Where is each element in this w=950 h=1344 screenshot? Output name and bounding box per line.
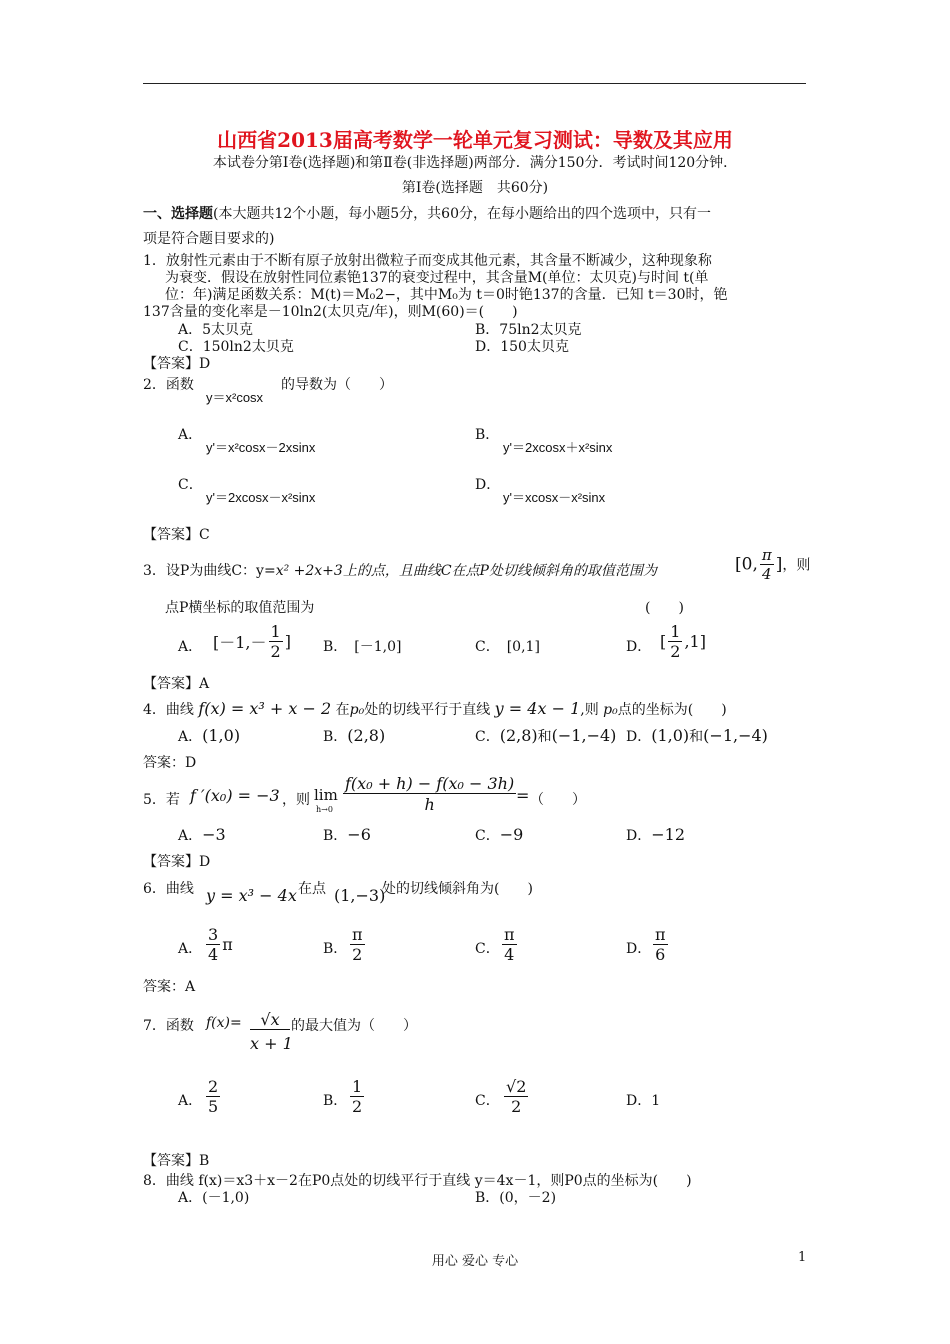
q2-stem-a: 2．函数	[143, 377, 194, 393]
q5-option-d	[626, 825, 685, 845]
q5-numerator: f(x₀ + h) − f(x₀ − 3h)	[345, 774, 515, 793]
q5-answer: 【答案】D	[143, 854, 211, 870]
q5-fraction	[343, 774, 516, 814]
q3-range-post: ]	[775, 554, 783, 575]
q3-stem-b: x² +2x+3上的点，且曲线C在点P处切线倾斜角的取值范围为	[275, 563, 657, 579]
q3-option-d-fraction	[668, 622, 682, 661]
page-title: 山西省2013届高考数学一轮单元复习测试：导数及其应用	[217, 128, 733, 152]
q7-option-a-num: 2	[208, 1077, 219, 1096]
q4-label-a: A．	[178, 729, 203, 745]
q3-option-d-den: 2	[670, 642, 681, 661]
q5-label-a: A．	[178, 828, 203, 844]
q3-option-c	[475, 636, 540, 656]
q6-option-d-num: π	[655, 925, 666, 944]
q5-option-b	[323, 825, 371, 845]
q5-stem-b: ，则	[282, 792, 310, 808]
q2-label-c: C．	[178, 477, 203, 493]
q3-label-c: C．	[475, 639, 493, 655]
q3-stem-c: ，则	[782, 557, 811, 574]
q4-option-c-text2: (−1,−4)	[551, 726, 617, 745]
q7-numerator: √x	[260, 1010, 280, 1029]
q5-option-a	[178, 825, 226, 845]
q3-option-a-den: 2	[270, 642, 281, 661]
q1-option-b: B．75ln2太贝克	[475, 322, 582, 338]
q7-option-b-num: 1	[352, 1077, 363, 1096]
q3-option-b-text: [－1,0]	[354, 639, 402, 655]
q1-option-d: D．150太贝克	[475, 339, 569, 355]
q6-option-a-num: 3	[208, 925, 219, 944]
q2-option-c: y'＝2xcosx－x²sinx	[206, 490, 316, 505]
part1-heading: 第Ⅰ卷(选择题 共60分)	[401, 180, 549, 196]
q3-option-a-num: 1	[270, 622, 281, 641]
q4-function: f(x) = x³ + x − 2	[198, 699, 332, 718]
q3-option-d-post: ,1]	[684, 632, 706, 651]
section1-desc: (本大题共12个小题，每小题5分，共60分，在每小题给出的四个选项中，只有一	[213, 206, 711, 222]
q4-line-eq: y = 4x − 1	[494, 699, 581, 718]
q7-label-d: D．	[626, 1093, 652, 1109]
page-number: 1	[798, 1250, 807, 1265]
q6-option-a	[204, 925, 233, 964]
q3-option-d	[660, 622, 706, 661]
q7-denominator: x + 1	[250, 1029, 290, 1053]
q5-option-c	[475, 825, 523, 845]
q3-line1	[143, 560, 657, 580]
q7-label-a: A．	[178, 1093, 203, 1109]
q6-option-b-num: π	[352, 925, 363, 944]
q6-stem-a: 6．曲线	[143, 881, 194, 897]
q3-option-a-fraction	[269, 622, 283, 661]
q3-option-d-pre: [	[660, 632, 667, 651]
q4-p0: p₀	[349, 702, 365, 718]
q6-option-b-fraction	[350, 925, 365, 964]
q4-option-c-text: (2,8)	[499, 726, 538, 745]
q5-equals: =	[516, 786, 530, 805]
q2-option-a: y'＝x²cosx－2xsinx	[206, 440, 316, 455]
q2-label-b: B．	[475, 427, 500, 443]
q7-option-b-den: 2	[352, 1097, 363, 1116]
q8-option-a: A．(－1,0)	[178, 1190, 250, 1206]
q3-label-d: D．	[626, 639, 652, 655]
q3-line2: 点P横坐标的取值范围为	[165, 600, 315, 616]
q7-option-b	[348, 1077, 366, 1116]
q4-stem-b: 在	[335, 702, 350, 718]
page-footer: 用心 爱心 专心	[431, 1254, 519, 1269]
q4-stem-d: ,则	[580, 702, 599, 718]
q3-range	[735, 546, 810, 583]
q7-option-c-fraction	[504, 1077, 528, 1116]
q4-option-a-text: (1,0)	[202, 726, 241, 745]
q6-label-d: D．	[626, 941, 652, 957]
q6-option-a-den: 4	[208, 945, 219, 964]
q3-range-den: 4	[760, 564, 774, 583]
q4-option-c	[475, 726, 616, 746]
q4-option-d-and: 和	[689, 729, 704, 745]
q2-option-d: y'＝xcosx－x²sinx	[503, 490, 606, 505]
q1-answer: 【答案】D	[143, 356, 211, 372]
q6-answer: 答案：A	[143, 979, 196, 995]
exam-intro: 本试卷分第Ⅰ卷(选择题)和第Ⅱ卷(非选择题)两部分．满分150分．考试时间120分钟．	[212, 155, 738, 171]
q1-option-a: A．5太贝克	[178, 322, 254, 338]
q2-answer: 【答案】C	[143, 527, 210, 543]
q3-range-pre: [0,	[735, 554, 758, 575]
q5-label-b: B．	[323, 828, 348, 844]
q7-option-c	[502, 1077, 530, 1116]
q3-range-num: π	[761, 546, 772, 564]
q6-stem-b: 在点	[298, 881, 326, 897]
q5-paren: （ ）	[530, 792, 586, 808]
q2-function: y＝x²cosx	[206, 390, 264, 405]
q7-option-b-fraction	[350, 1077, 364, 1116]
q6-option-a-fraction	[206, 925, 220, 964]
q1-line4: 137含量的变化率是－10ln2(太贝克/年)，则M(60)＝( )	[143, 304, 518, 320]
q6-function: y = x³ − 4x	[206, 886, 297, 905]
section1-label: 一、选择题	[143, 206, 213, 222]
q8-option-b: B．(0，－2)	[475, 1190, 557, 1206]
q4-p0b: p₀	[603, 702, 618, 718]
q4-option-b	[323, 726, 385, 746]
q6-label-a: A．	[178, 941, 203, 957]
q6-point: (1,−3)	[334, 886, 386, 905]
q6-option-a-pi: π	[222, 935, 233, 954]
q1-option-c: C．150ln2太贝克	[178, 339, 294, 355]
q8-line1: 8．曲线 f(x)＝x3＋x－2在P0点处的切线平行于直线 y＝4x－1，则P0点的坐标为( )	[143, 1173, 692, 1189]
q4-answer: 答案：D	[143, 755, 197, 771]
q2-option-b: y'＝2xcosx＋x²sinx	[503, 440, 613, 455]
q7-option-d-text: 1	[651, 1093, 661, 1109]
q4-label-c: C．	[475, 729, 500, 745]
q5-label-c: C．	[475, 828, 500, 844]
q7-stem-a: 7．函数	[143, 1018, 194, 1034]
q7-stem-b: 的最大值为（ ）	[291, 1018, 417, 1034]
q7-label-b: B．	[323, 1093, 348, 1109]
q6-label-c: C．	[475, 941, 500, 957]
q5-lim-sub: h→0	[316, 805, 333, 814]
q7-fx: f(x)=	[206, 1015, 242, 1031]
q2-label-a: A．	[178, 427, 203, 443]
q5-option-c-text: −9	[499, 825, 524, 844]
q3-option-a-pre: [－1,－	[213, 633, 267, 652]
q5-condition: f ′(x₀) = −3	[190, 786, 280, 805]
q7-option-c-den: 2	[504, 1096, 528, 1116]
q5-stem-a: 5．若	[143, 792, 180, 808]
q3-answer: 【答案】A	[143, 676, 210, 692]
q3-option-b	[323, 636, 402, 656]
q6-option-c-num: π	[504, 925, 515, 944]
q6-option-d-den: 6	[653, 944, 668, 964]
q1-line2: 为衰变．假设在放射性同位素铯137的衰变过程中，其含量M(单位：太贝克)与时间 t(单	[165, 270, 709, 286]
q1-line1: 1．放射性元素由于不断有原子放射出微粒子而变成其他元素，其含量不断减少，这种现象称	[143, 253, 712, 269]
q7-option-a-fraction	[206, 1077, 220, 1116]
q3-option-a-post: ]	[284, 632, 291, 651]
q6-label-b: B．	[323, 941, 348, 957]
q6-option-d	[651, 925, 670, 964]
q5-label-d: D．	[626, 828, 652, 844]
q3-option-c-text: [0,1]	[506, 639, 540, 655]
q7-option-d	[626, 1090, 660, 1110]
section1-line1	[143, 203, 711, 223]
q2-label-d: D．	[475, 477, 501, 493]
q4-option-d-text2: (−1,−4)	[703, 726, 768, 745]
q6-option-d-fraction	[653, 925, 668, 964]
q4-line1	[143, 699, 727, 719]
q4-option-c-and: 和	[537, 729, 552, 745]
q5-option-b-text: −6	[347, 825, 371, 844]
q7-label-c: C．	[475, 1093, 500, 1109]
q7-option-a	[204, 1077, 222, 1116]
q4-option-d-text: (1,0)	[651, 726, 690, 745]
q4-option-a	[178, 726, 240, 746]
section1-line2: 项是符合题目要求的)	[143, 231, 275, 247]
q3-option-a	[213, 622, 291, 661]
q7-answer: 【答案】B	[143, 1153, 210, 1169]
q6-option-c-den: 4	[502, 944, 517, 964]
q6-option-b-den: 2	[350, 944, 365, 964]
q6-option-c	[500, 925, 519, 964]
q1-line3: 位：年)满足函数关系：M(t)＝M₀2−，其中M₀为 t＝0时铯137的含量．已知 t＝30时，铯	[165, 287, 728, 303]
q7-option-a-den: 5	[208, 1097, 219, 1116]
q4-label-d: D．	[626, 729, 652, 745]
q6-option-b	[348, 925, 367, 964]
q5-option-a-text: −3	[202, 825, 226, 844]
q5-lim: lim	[314, 786, 338, 804]
q5-option-d-text: −12	[651, 825, 685, 844]
q3-range-fraction	[760, 546, 774, 583]
q6-option-c-fraction	[502, 925, 517, 964]
q5-denominator: h	[343, 793, 516, 814]
q2-stem-b: 的导数为（ ）	[281, 377, 393, 393]
q4-stem-c: 处的切线平行于直线	[364, 702, 491, 718]
q4-option-b-text: (2,8)	[347, 726, 386, 745]
q3-stem-a: 3．设P为曲线C：y=	[143, 563, 276, 579]
q3-label-a: A．	[178, 639, 203, 655]
q4-stem-e: 点的坐标为( )	[617, 702, 727, 718]
q7-option-c-num: √2	[506, 1077, 527, 1096]
q4-option-d	[626, 726, 768, 746]
header-rule	[143, 83, 806, 84]
q3-label-b: B．	[323, 639, 341, 655]
q3-paren: ( )	[645, 600, 684, 616]
q7-fraction	[250, 1010, 293, 1053]
q6-stem-c: 处的切线倾斜角为( )	[382, 881, 533, 897]
q4-label-b: B．	[323, 729, 348, 745]
q3-option-d-num: 1	[670, 622, 681, 641]
q4-stem-a: 4．曲线	[143, 702, 194, 718]
